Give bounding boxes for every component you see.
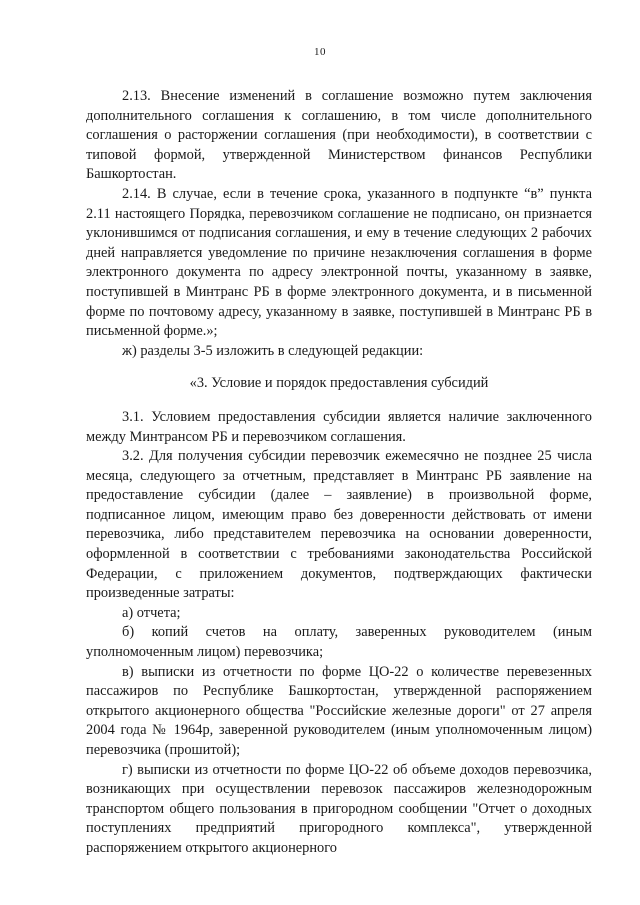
paragraph-2-13: 2.13. Внесение изменений в соглашение возможно путем заключения дополнительного соглашения к соглашению, в том числе дополнительного соглашения о расторжении соглашения (при необходимости), в соответствии с типовой формой, утвержденной Министерством финансов Республики Башкортостан. xyxy=(86,88,592,183)
document-body xyxy=(86,87,592,859)
page-number: 10 xyxy=(314,46,326,58)
list-item-v: в) выписки из отчетности по форме ЦО-22 о количестве перевезенных пассажиров по Республике Башкортостан, утвержденной распоряжением открытого акционерного общества "Российские железные дороги" от 27 апреля 2004 года № 1964р, заверенной руководителем (иным уполномоченным лицом) перевозчика (прошитой); xyxy=(86,663,592,758)
section-heading: «3. Условие и порядок предоставления субсидий xyxy=(189,375,489,392)
paragraph-2-14: 2.14. В случае, если в течение срока, указанного в подпункте “в” пункта 2.11 настоящего Порядка, перевозчиком соглашение не подписано, он признается уклонившимся от подписания соглашения, и ему в течение следующих 2 рабочих дней направляется уведомление по причине незаключения соглашения в форме электронного документа по адресу электронной почты, указанному в заявке, поступившей в Минтранс РБ в форме электронного документа, и в письменной форме по почтовому адресу, указанному в заявке, поступившей в Минтранс РБ в письменной форме.»; xyxy=(86,185,592,340)
paragraph-3-2: 3.2. Для получения субсидии перевозчик ежемесячно не позднее 25 числа месяца, следующего за отчетным, представляет в Минтранс РБ заявление на предоставление субсидии (далее – заявление) в произвольной форме, подписанное лицом, имеющим право без доверенности действовать от имени перевозчика, либо представителем перевозчика на основании доверенности, оформленной в соответствии с требованиями законодательства Российской Федерации, с приложением документов, подтверждающих фактически произведенные затраты: xyxy=(86,448,592,602)
paragraph-3-1: 3.1. Условием предоставления субсидии является наличие заключенного между Минтрансом РБ и перевозчиком соглашения. xyxy=(86,408,592,445)
list-item-g: г) выписки из отчетности по форме ЦО-22 об объеме доходов перевозчика, возникающих при осуществлении перевозок пассажиров железнодорожным транспортом общего пользования в пригородном сообщении "Отчет о доходных поступлениях предприятий пригородного комплекса", утвержденной распоряжением открытого акционерного xyxy=(86,761,592,856)
list-item-a: а) отчета; xyxy=(122,604,181,621)
paragraph-amendment-zh: ж) разделы 3-5 изложить в следующей редакции: xyxy=(122,342,424,359)
list-item-b: б) копий счетов на оплату, заверенных руководителем (иным уполномоченным лицом) перевозчика; xyxy=(86,624,592,661)
